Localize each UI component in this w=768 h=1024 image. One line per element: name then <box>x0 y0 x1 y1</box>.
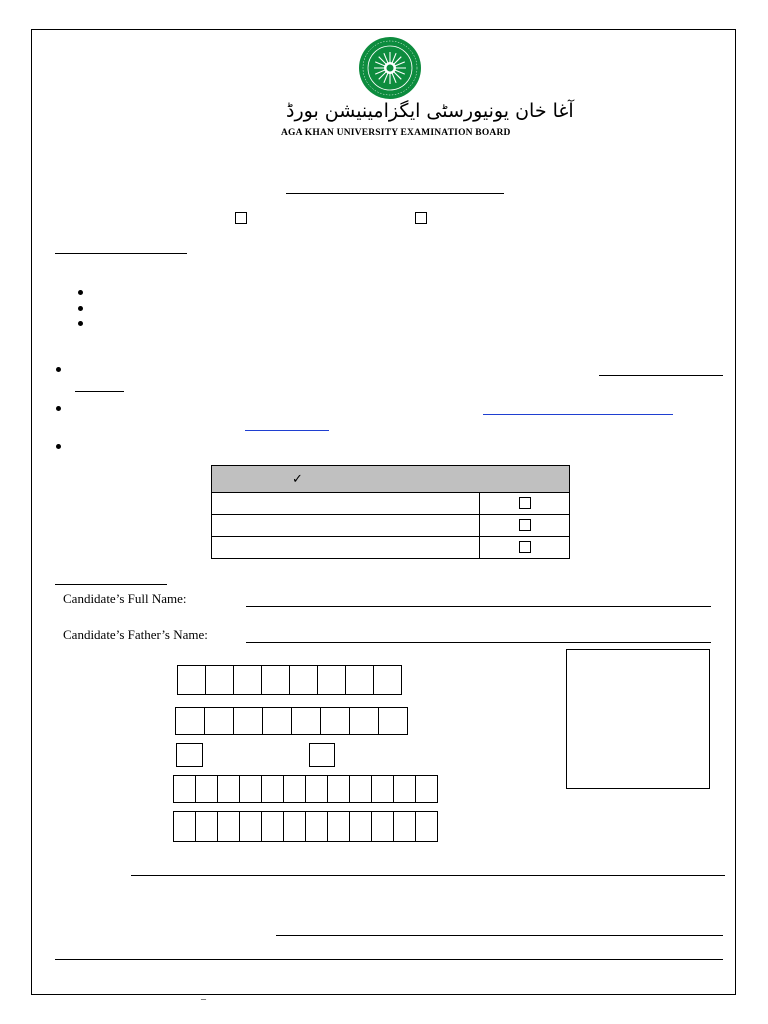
entry-grid-3 <box>173 775 438 803</box>
org-name-urdu: آغا خان یونیورسٹی ایگزامینیشن بورڈ <box>286 100 574 122</box>
table-row <box>212 493 570 515</box>
entry-cell[interactable] <box>217 811 240 842</box>
entry-cell[interactable] <box>195 811 218 842</box>
entry-cell[interactable] <box>371 811 394 842</box>
father-name-field[interactable] <box>246 642 711 643</box>
bullet-icon <box>78 321 83 326</box>
option-label-cell <box>212 537 480 559</box>
footer-dash: – <box>201 994 206 1005</box>
gender-box-2[interactable] <box>309 743 335 767</box>
entry-cell[interactable] <box>175 707 205 735</box>
entry-cell[interactable] <box>393 811 416 842</box>
table-row <box>212 537 570 559</box>
entry-cell[interactable] <box>305 775 328 803</box>
entry-cell[interactable] <box>373 665 402 695</box>
entry-grid-2 <box>175 707 408 735</box>
bullet-icon <box>78 306 83 311</box>
entry-cell[interactable] <box>261 775 284 803</box>
entry-cell[interactable] <box>262 707 292 735</box>
entry-cell[interactable] <box>239 811 262 842</box>
options-table-header <box>212 466 570 493</box>
entry-cell[interactable] <box>320 707 350 735</box>
options-table <box>211 465 570 559</box>
option-label-cell <box>212 515 480 537</box>
underline-text <box>599 375 723 376</box>
full-name-field[interactable] <box>246 606 711 607</box>
entry-cell[interactable] <box>327 775 350 803</box>
entry-grid-4 <box>173 811 438 842</box>
option-check-cell <box>480 537 570 559</box>
photo-box[interactable] <box>566 649 710 789</box>
entry-cell[interactable] <box>291 707 321 735</box>
entry-cell[interactable] <box>261 811 284 842</box>
hyperlink-underline[interactable] <box>245 430 329 431</box>
entry-cell[interactable] <box>349 811 372 842</box>
option-label-cell <box>212 493 480 515</box>
option-check-cell <box>480 515 570 537</box>
entry-cell[interactable] <box>393 775 416 803</box>
entry-cell[interactable] <box>233 707 263 735</box>
entry-cell[interactable] <box>378 707 408 735</box>
table-row <box>212 515 570 537</box>
entry-cell[interactable] <box>349 775 372 803</box>
entry-cell[interactable] <box>195 775 218 803</box>
candidate-section-underline <box>55 584 167 585</box>
check-mark-icon: ✓ <box>292 471 303 487</box>
father-name-label: Candidate’s Father’s Name: <box>63 627 208 642</box>
entry-cell[interactable] <box>305 811 328 842</box>
entry-cell[interactable] <box>345 665 374 695</box>
entry-cell[interactable] <box>261 665 290 695</box>
entry-cell[interactable] <box>327 811 350 842</box>
org-name-english: AGA KHAN UNIVERSITY EXAMINATION BOARD <box>281 128 511 138</box>
option-check-cell <box>480 493 570 515</box>
bullet-icon <box>78 290 83 295</box>
signature-line[interactable] <box>276 935 723 936</box>
entry-cell[interactable] <box>415 775 438 803</box>
entry-cell[interactable] <box>415 811 438 842</box>
footer-divider <box>55 959 723 960</box>
address-line[interactable] <box>131 875 725 876</box>
entry-cell[interactable] <box>289 665 318 695</box>
entry-cell[interactable] <box>204 707 234 735</box>
entry-cell[interactable] <box>371 775 394 803</box>
section-heading-underline <box>55 253 187 254</box>
entry-cell[interactable] <box>239 775 262 803</box>
bullet-icon <box>56 367 61 372</box>
aku-seal-icon <box>358 36 422 100</box>
entry-grid-1 <box>177 665 402 695</box>
underline-text <box>75 391 124 392</box>
entry-cell[interactable] <box>205 665 234 695</box>
title-underline <box>286 193 504 194</box>
full-name-label: Candidate’s Full Name: <box>63 591 187 606</box>
entry-cell[interactable] <box>283 811 306 842</box>
option-checkbox-2[interactable] <box>415 212 427 224</box>
entry-cell[interactable] <box>217 775 240 803</box>
entry-cell[interactable] <box>233 665 262 695</box>
table-option-checkbox-3[interactable] <box>519 541 531 553</box>
entry-cell[interactable] <box>173 775 196 803</box>
table-option-checkbox-2[interactable] <box>519 519 531 531</box>
entry-cell[interactable] <box>349 707 379 735</box>
entry-cell[interactable] <box>283 775 306 803</box>
entry-cell[interactable] <box>173 811 196 842</box>
bullet-icon <box>56 406 61 411</box>
option-checkbox-1[interactable] <box>235 212 247 224</box>
table-option-checkbox-1[interactable] <box>519 497 531 509</box>
entry-cell[interactable] <box>317 665 346 695</box>
bullet-icon <box>56 444 61 449</box>
gender-box-1[interactable] <box>176 743 203 767</box>
hyperlink-underline[interactable] <box>483 414 673 415</box>
entry-cell[interactable] <box>177 665 206 695</box>
